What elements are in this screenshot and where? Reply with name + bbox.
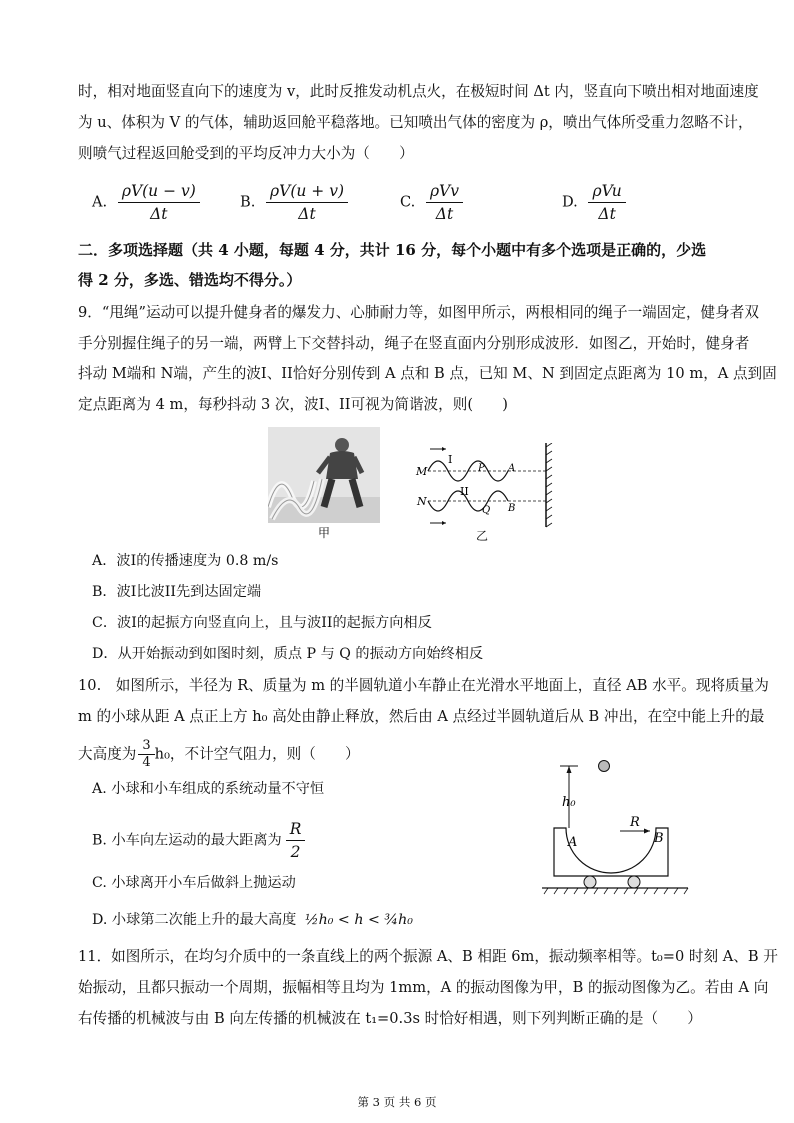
q9-line-2: 手分别握住绳子的另一端，两臂上下交替抖动，绳子在竖直面内分别形成波形．如图乙，开始时，健身者 xyxy=(78,335,750,352)
q10-line-2: m 的小球从距 A 点正上方 h₀ 高处由静止释放，然后由 A 点经过半圆轨道后从 B 冲出，在空中能上升的最 xyxy=(78,708,765,725)
q8-line-3: 则喷气过程返回舱受到的平均反冲力大小为（ ） xyxy=(78,145,414,162)
denominator: Δt xyxy=(298,205,316,223)
q8-line-2: 为 u、体积为 V 的气体，辅助返回舱平稳落地。已知喷出气体的密度为 ρ，喷出气体所受重力忽略不计， xyxy=(78,114,753,131)
fraction xyxy=(138,738,154,771)
q10-option-c[interactable]: C. 小球离开小车后做斜上抛运动 xyxy=(92,875,296,891)
text: 大高度为 xyxy=(78,745,137,763)
q9-option-b[interactable]: B．波I比波II先到达固定端 xyxy=(92,584,262,600)
option-label: A. xyxy=(92,193,108,211)
battle-rope-photo xyxy=(268,427,380,523)
text: D. 小球第二次能上升的最大高度 xyxy=(92,912,297,928)
q10-option-a[interactable]: A. 小球和小车组成的系统动量不守恒 xyxy=(92,781,325,797)
q8-option-a[interactable] xyxy=(92,180,200,225)
q9-line-3: 抖动 M端和 N端，产生的波I、II恰好分别传到 A 点和 B 点，已知 M、N 到固定点距离为 10 m，A 点到固 xyxy=(78,365,777,382)
fraction xyxy=(266,180,348,225)
q9-option-c[interactable]: C．波I的起振方向竖直向上，且与波II的起振方向相反 xyxy=(92,615,432,631)
text: h₀，不计空气阻力，则（ ） xyxy=(154,745,360,763)
denominator: 4 xyxy=(142,755,151,770)
label-a: A xyxy=(568,835,578,850)
q8-option-c[interactable] xyxy=(400,180,463,225)
page-number: 第 3 页 共 6 页 xyxy=(357,1095,437,1109)
q9-option-d[interactable]: D．从开始振动到如图时刻，质点 P 与 Q 的振动方向始终相反 xyxy=(92,646,484,662)
label-m: M xyxy=(416,465,428,478)
fraction xyxy=(426,180,463,225)
numerator: ρV(u − v) xyxy=(118,180,200,203)
denominator: Δt xyxy=(598,205,616,223)
q8-line-1: 时，相对地面竖直向下的速度为 v，此时反推发动机点火，在极短时间 Δt 内，竖直向下喷出相对地面速度 xyxy=(78,83,759,100)
numerator: ρVv xyxy=(426,180,463,203)
q10-line-3 xyxy=(78,738,360,771)
fraction xyxy=(588,180,625,225)
denominator: Δt xyxy=(435,205,454,223)
figure-jia-caption: 甲 xyxy=(318,526,331,540)
option-label: D. xyxy=(562,193,578,211)
fraction xyxy=(286,818,306,863)
label-wave-i: I xyxy=(448,453,453,466)
label-b: B xyxy=(508,503,516,514)
q10-option-b[interactable] xyxy=(92,818,305,863)
numerator: R xyxy=(286,818,306,841)
option-label: B. xyxy=(240,193,256,211)
half-circle-cart-diagram xyxy=(538,756,698,896)
section-heading-line-2: 得 2 分，多选、错选均不得分。） xyxy=(78,271,302,289)
numerator: ρVu xyxy=(588,180,625,203)
label-p: P xyxy=(478,463,485,474)
label-b: B xyxy=(654,831,664,846)
option-label: C. xyxy=(400,193,416,211)
q10-line-1: 10. 如图所示，半径为 R、质量为 m 的半圆轨道小车静止在光滑水平地面上，直径 AB 水平。现将质量为 xyxy=(78,677,769,694)
text: B. 小车向左运动的最大距离为 xyxy=(92,832,282,849)
q8-option-b[interactable] xyxy=(240,180,348,225)
label-a: A xyxy=(508,463,516,474)
q11-line-2: 始振动，且都只振动一个周期，振幅相等且均为 1mm，A 的振动图像为甲，B 的振动图像为乙。若由 A 向 xyxy=(78,979,769,996)
label-r: R xyxy=(630,815,640,830)
q8-option-d[interactable] xyxy=(562,180,626,225)
q9-line-1: 9．“甩绳”运动可以提升健身者的爆发力、心肺耐力等，如图甲所示，两根相同的绳子一端固定，健身者双 xyxy=(78,304,759,321)
numerator: ρV(u + v) xyxy=(266,180,348,203)
numerator: 3 xyxy=(138,738,154,755)
q10-option-d[interactable] xyxy=(92,910,413,930)
q9-option-a[interactable]: A．波I的传播速度为 0.8 m/s xyxy=(92,553,279,569)
denominator: Δt xyxy=(150,205,168,223)
label-h0: h₀ xyxy=(562,795,576,810)
fraction xyxy=(118,180,200,225)
label-wave-ii: II xyxy=(460,485,469,498)
denominator: 2 xyxy=(290,843,301,861)
q9-line-4: 定点距离为 4 m，每秒抖动 3 次，波I、II可视为简谐波，则( ) xyxy=(78,396,508,413)
wave-diagram xyxy=(414,443,564,533)
label-q: Q xyxy=(482,505,491,516)
section-heading-line-1: 二．多项选择题（共 4 小题，每题 4 分，共计 16 分，每个小题中有多个选项是正确的，少选 xyxy=(78,241,707,259)
q11-line-3: 右传播的机械波与由 B 向左传播的机械波在 t₁=0.3s 时恰好相遇，则下列判断正确的是（ ） xyxy=(78,1010,702,1027)
math-expression: ½h₀ < h < ¾h₀ xyxy=(304,912,413,928)
q11-line-1: 11．如图所示，在均匀介质中的一条直线上的两个振源 A、B 相距 6m，振动频率相等。t₀=0 时刻 A、B 开 xyxy=(78,948,778,965)
figure-yi-caption: 乙 xyxy=(476,529,489,543)
label-n: N xyxy=(417,495,427,508)
